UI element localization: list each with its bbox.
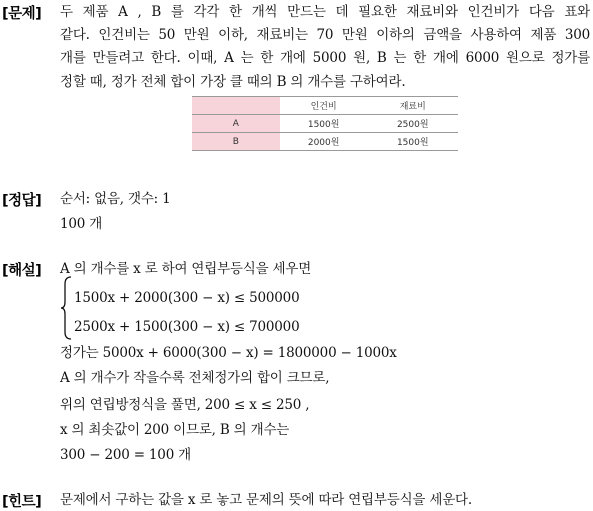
problem-line-1: 두 제품 A , B 를 각각 한 개씩 만드는 데 필요한 재료비와 인건비가 다음 표와 bbox=[60, 4, 590, 20]
system-inequality-1: 1500x + 2000(300 − x) ≤ 500000 bbox=[74, 290, 300, 306]
answer-line-1: 순서: 없음, 갯수: 1 bbox=[60, 191, 171, 207]
table-header-cell bbox=[192, 97, 280, 115]
solution-intro: A 의 개수를 x 로 하여 연립부등식을 세우면 bbox=[60, 261, 312, 277]
table-row bbox=[192, 115, 458, 133]
table-header-cell: 인건비 bbox=[280, 97, 368, 115]
cost-table bbox=[192, 96, 458, 151]
table-header-cell: 재료비 bbox=[368, 97, 458, 115]
problem-line-4: 정할 때, 정가 전체 합이 가장 클 때의 B 의 개수를 구하여라. bbox=[60, 74, 406, 90]
table-cell: 2000원 bbox=[280, 133, 368, 151]
table-cell: B bbox=[192, 133, 280, 151]
answer-line-2: 100 개 bbox=[60, 216, 103, 232]
problem-tag: [문제] bbox=[2, 6, 42, 22]
solution-line-1: 정가는 5000x + 6000(300 − x) = 1800000 − 1000x bbox=[60, 345, 397, 361]
table-header-row bbox=[192, 97, 458, 115]
solution-line-5: 300 − 200 = 100 개 bbox=[60, 447, 192, 463]
solution-line-2: A 의 개수가 작을수록 전체정가의 합이 크므로, bbox=[60, 370, 330, 386]
system-inequality-2: 2500x + 1500(300 − x) ≤ 700000 bbox=[74, 319, 300, 335]
solution-tag: [해설] bbox=[2, 263, 42, 279]
brace-icon bbox=[60, 276, 72, 340]
problem-line-3: 개를 만들려고 한다. 이때, A 는 한 개에 5000 원, B 는 한 개에 6000 원으로 정가를 bbox=[60, 50, 590, 66]
solution-line-4: x 의 최솟값이 200 이므로, B 의 개수는 bbox=[60, 422, 290, 438]
hint-line: 문제에서 구하는 값을 x 로 놓고 문제의 뜻에 따라 연립부등식을 세운다. bbox=[60, 492, 472, 508]
hint-tag: [힌트] bbox=[2, 494, 42, 510]
table-cell: 1500원 bbox=[368, 133, 458, 151]
table-cell: A bbox=[192, 115, 280, 133]
table-cell: 2500원 bbox=[368, 115, 458, 133]
answer-tag: [정답] bbox=[2, 193, 42, 209]
table-cell: 1500원 bbox=[280, 115, 368, 133]
solution-line-3: 위의 연립방정식을 풀면, 200 ≤ x ≤ 250 , bbox=[60, 397, 310, 413]
problem-line-2: 같다. 인건비는 50 만원 이하, 재료비는 70 만원 이하의 금액을 사용하여 제품 300 bbox=[60, 27, 590, 43]
table-row bbox=[192, 133, 458, 151]
